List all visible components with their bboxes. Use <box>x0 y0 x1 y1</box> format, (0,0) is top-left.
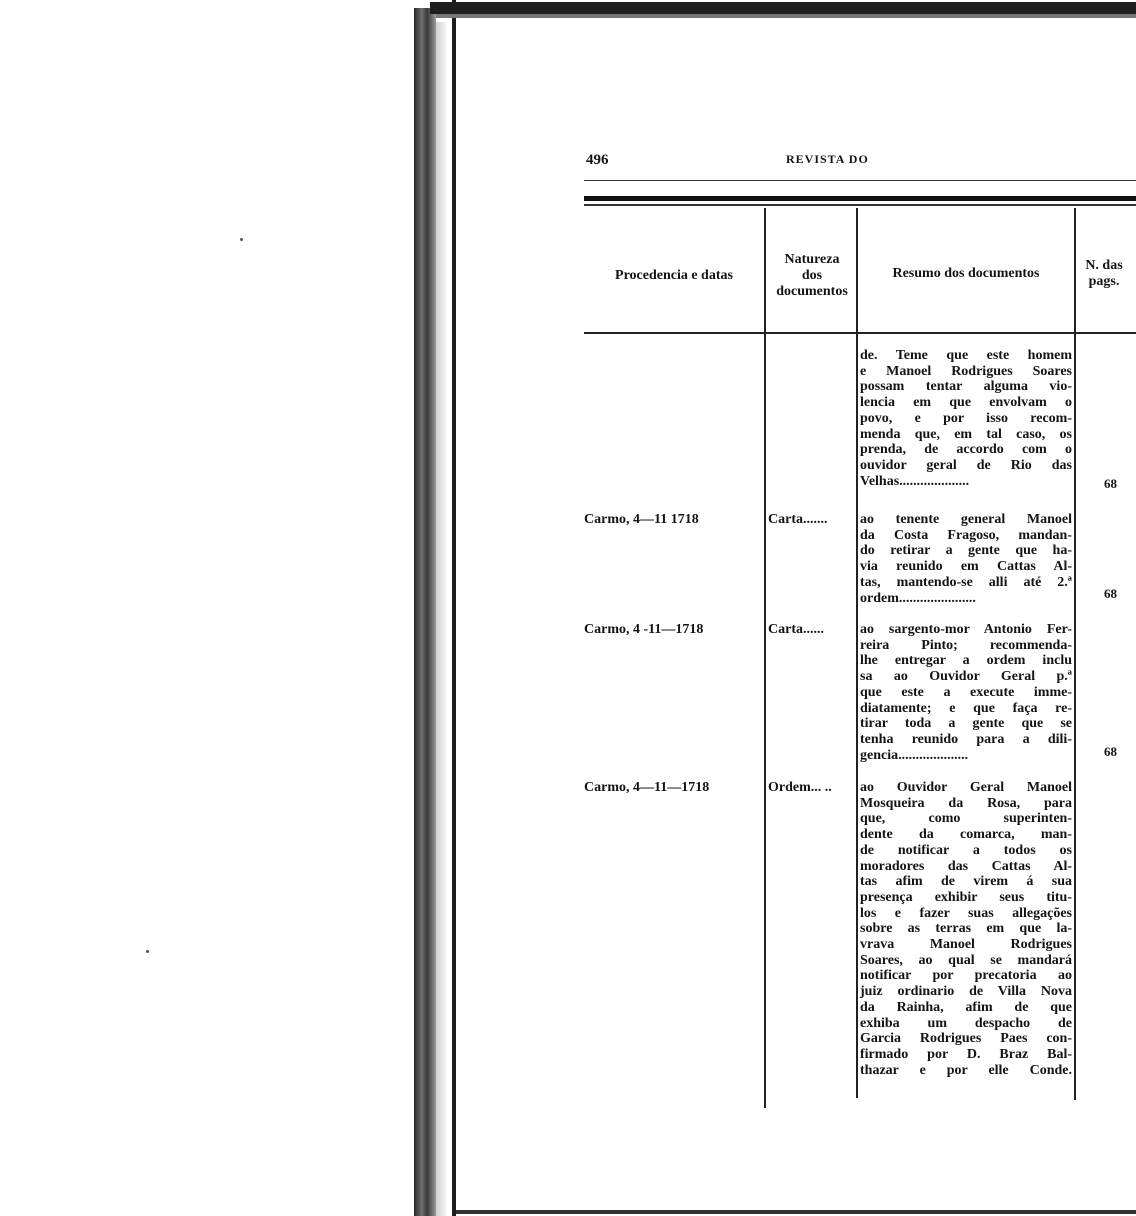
summary-line: firmado por D. Braz Bal- <box>860 1046 1072 1062</box>
summary-line: tas, mantendo-se alli até 2.ª <box>860 574 1072 590</box>
summary-line: lhe entregar a ordem inclu <box>860 653 1072 669</box>
summary-line: sobre as terras em que la- <box>860 921 1072 937</box>
summary-line: ao sargento-mor Antonio Fer- <box>860 622 1072 637</box>
summary-line: tirar toda a gente que se <box>860 716 1072 732</box>
summary-line: gencia.................... <box>860 747 969 763</box>
table-row-summary <box>860 348 1072 489</box>
paper-speck <box>240 238 243 241</box>
summary-line: exhiba um despacho de <box>860 1015 1072 1031</box>
book-spine <box>414 8 436 1216</box>
header-natureza-line: Natureza <box>784 252 840 267</box>
header-paginas-line: N. das <box>1085 258 1123 273</box>
header-paginas-line: pags. <box>1088 274 1120 289</box>
summary-line: juiz ordinario de Villa Nova <box>860 984 1072 1000</box>
summary-line: Velhas.................... <box>860 473 970 489</box>
summary-line: dente da comarca, man- <box>860 827 1072 843</box>
page-bottom-edge <box>456 1210 1136 1214</box>
summary-line: Mosqueira da Rosa, para <box>860 795 1072 811</box>
summary-line: ordem...................... <box>860 590 976 606</box>
summary-line: de. Teme que este homem <box>860 348 1072 363</box>
table-row-summary <box>860 512 1072 606</box>
header-natureza-line: documentos <box>776 284 848 299</box>
summary-line: presença exhibir seus titu- <box>860 889 1072 905</box>
table-row-date: Carmo, 4 -11—1718 <box>584 622 704 637</box>
header-procedencia: Procedencia e datas <box>615 268 733 283</box>
table-row-pages: 68 <box>1104 744 1117 759</box>
header-natureza <box>766 252 858 300</box>
summary-line: reira Pinto; recommenda- <box>860 637 1072 653</box>
table-row-nature: Ordem... .. <box>768 780 832 795</box>
running-head: REVISTA DO <box>786 152 869 166</box>
header-natureza-line: dos <box>801 268 823 283</box>
summary-line: Garcia Rodrigues Paes con- <box>860 1031 1072 1047</box>
header-resumo: Resumo dos documentos <box>892 266 1040 281</box>
summary-line: diatamente; e que faça re- <box>860 700 1072 716</box>
summary-line: que, como superinten- <box>860 811 1072 827</box>
header-bottom-rule <box>584 332 1136 334</box>
header-paginas <box>1076 258 1132 290</box>
summary-line: e Manoel Rodrigues Soares <box>860 363 1072 379</box>
summary-line: que este a execute imme- <box>860 684 1072 700</box>
table-row-nature: Carta...... <box>768 622 824 637</box>
summary-line: povo, e por isso recom- <box>860 410 1072 426</box>
book-spine-highlight <box>436 22 446 1216</box>
table-row-date: Carmo, 4—11 1718 <box>584 512 699 527</box>
summary-line: possam tentar alguma vio- <box>860 379 1072 395</box>
column-divider <box>856 208 858 1098</box>
column-divider <box>1074 208 1076 1100</box>
column-divider <box>764 208 766 1108</box>
summary-line: sa ao Ouvidor Geral p.ª <box>860 669 1072 685</box>
page-top-edge <box>430 2 1136 14</box>
table-top-rule <box>584 196 1136 201</box>
summary-line: vrava Manoel Rodrigues <box>860 937 1072 953</box>
summary-line: de notificar a todos os <box>860 842 1072 858</box>
table-row-summary <box>860 622 1072 763</box>
table-row-date: Carmo, 4—11—1718 <box>584 780 710 795</box>
summary-line: thazar e por elle Conde. <box>860 1062 1072 1078</box>
table-row-pages: 68 <box>1104 476 1117 491</box>
summary-line: los e fazer suas allegações <box>860 905 1072 921</box>
header-rule <box>584 180 1136 181</box>
document-page <box>456 18 1136 1210</box>
summary-line: via reunido em Cattas Al- <box>860 559 1072 575</box>
summary-line: tenha reunido para a dili- <box>860 731 1072 747</box>
summary-line: lencia em que envolvam o <box>860 395 1072 411</box>
table-row-summary <box>860 780 1072 1078</box>
summary-line: ao Ouvidor Geral Manoel <box>860 780 1072 795</box>
summary-line: prenda, de accordo com o <box>860 442 1072 458</box>
paper-speck <box>146 950 149 953</box>
summary-line: Soares, ao qual se mandará <box>860 952 1072 968</box>
summary-line: do retirar a gente que ha- <box>860 543 1072 559</box>
summary-line: ouvidor geral de Rio das <box>860 457 1072 473</box>
summary-line: notificar por precatoria ao <box>860 968 1072 984</box>
summary-line: da Rainha, afim de que <box>860 999 1072 1015</box>
summary-line: da Costa Fragoso, mandan- <box>860 527 1072 543</box>
table-top-rule-thin <box>584 204 1136 206</box>
summary-line: ao tenente general Manoel <box>860 512 1072 527</box>
table-row-nature: Carta....... <box>768 512 828 527</box>
table-row-pages: 68 <box>1104 586 1117 601</box>
summary-line: moradores das Cattas Al- <box>860 858 1072 874</box>
page-number: 496 <box>586 152 609 168</box>
summary-line: tas afim de virem á sua <box>860 874 1072 890</box>
summary-line: menda que, em tal caso, os <box>860 426 1072 442</box>
